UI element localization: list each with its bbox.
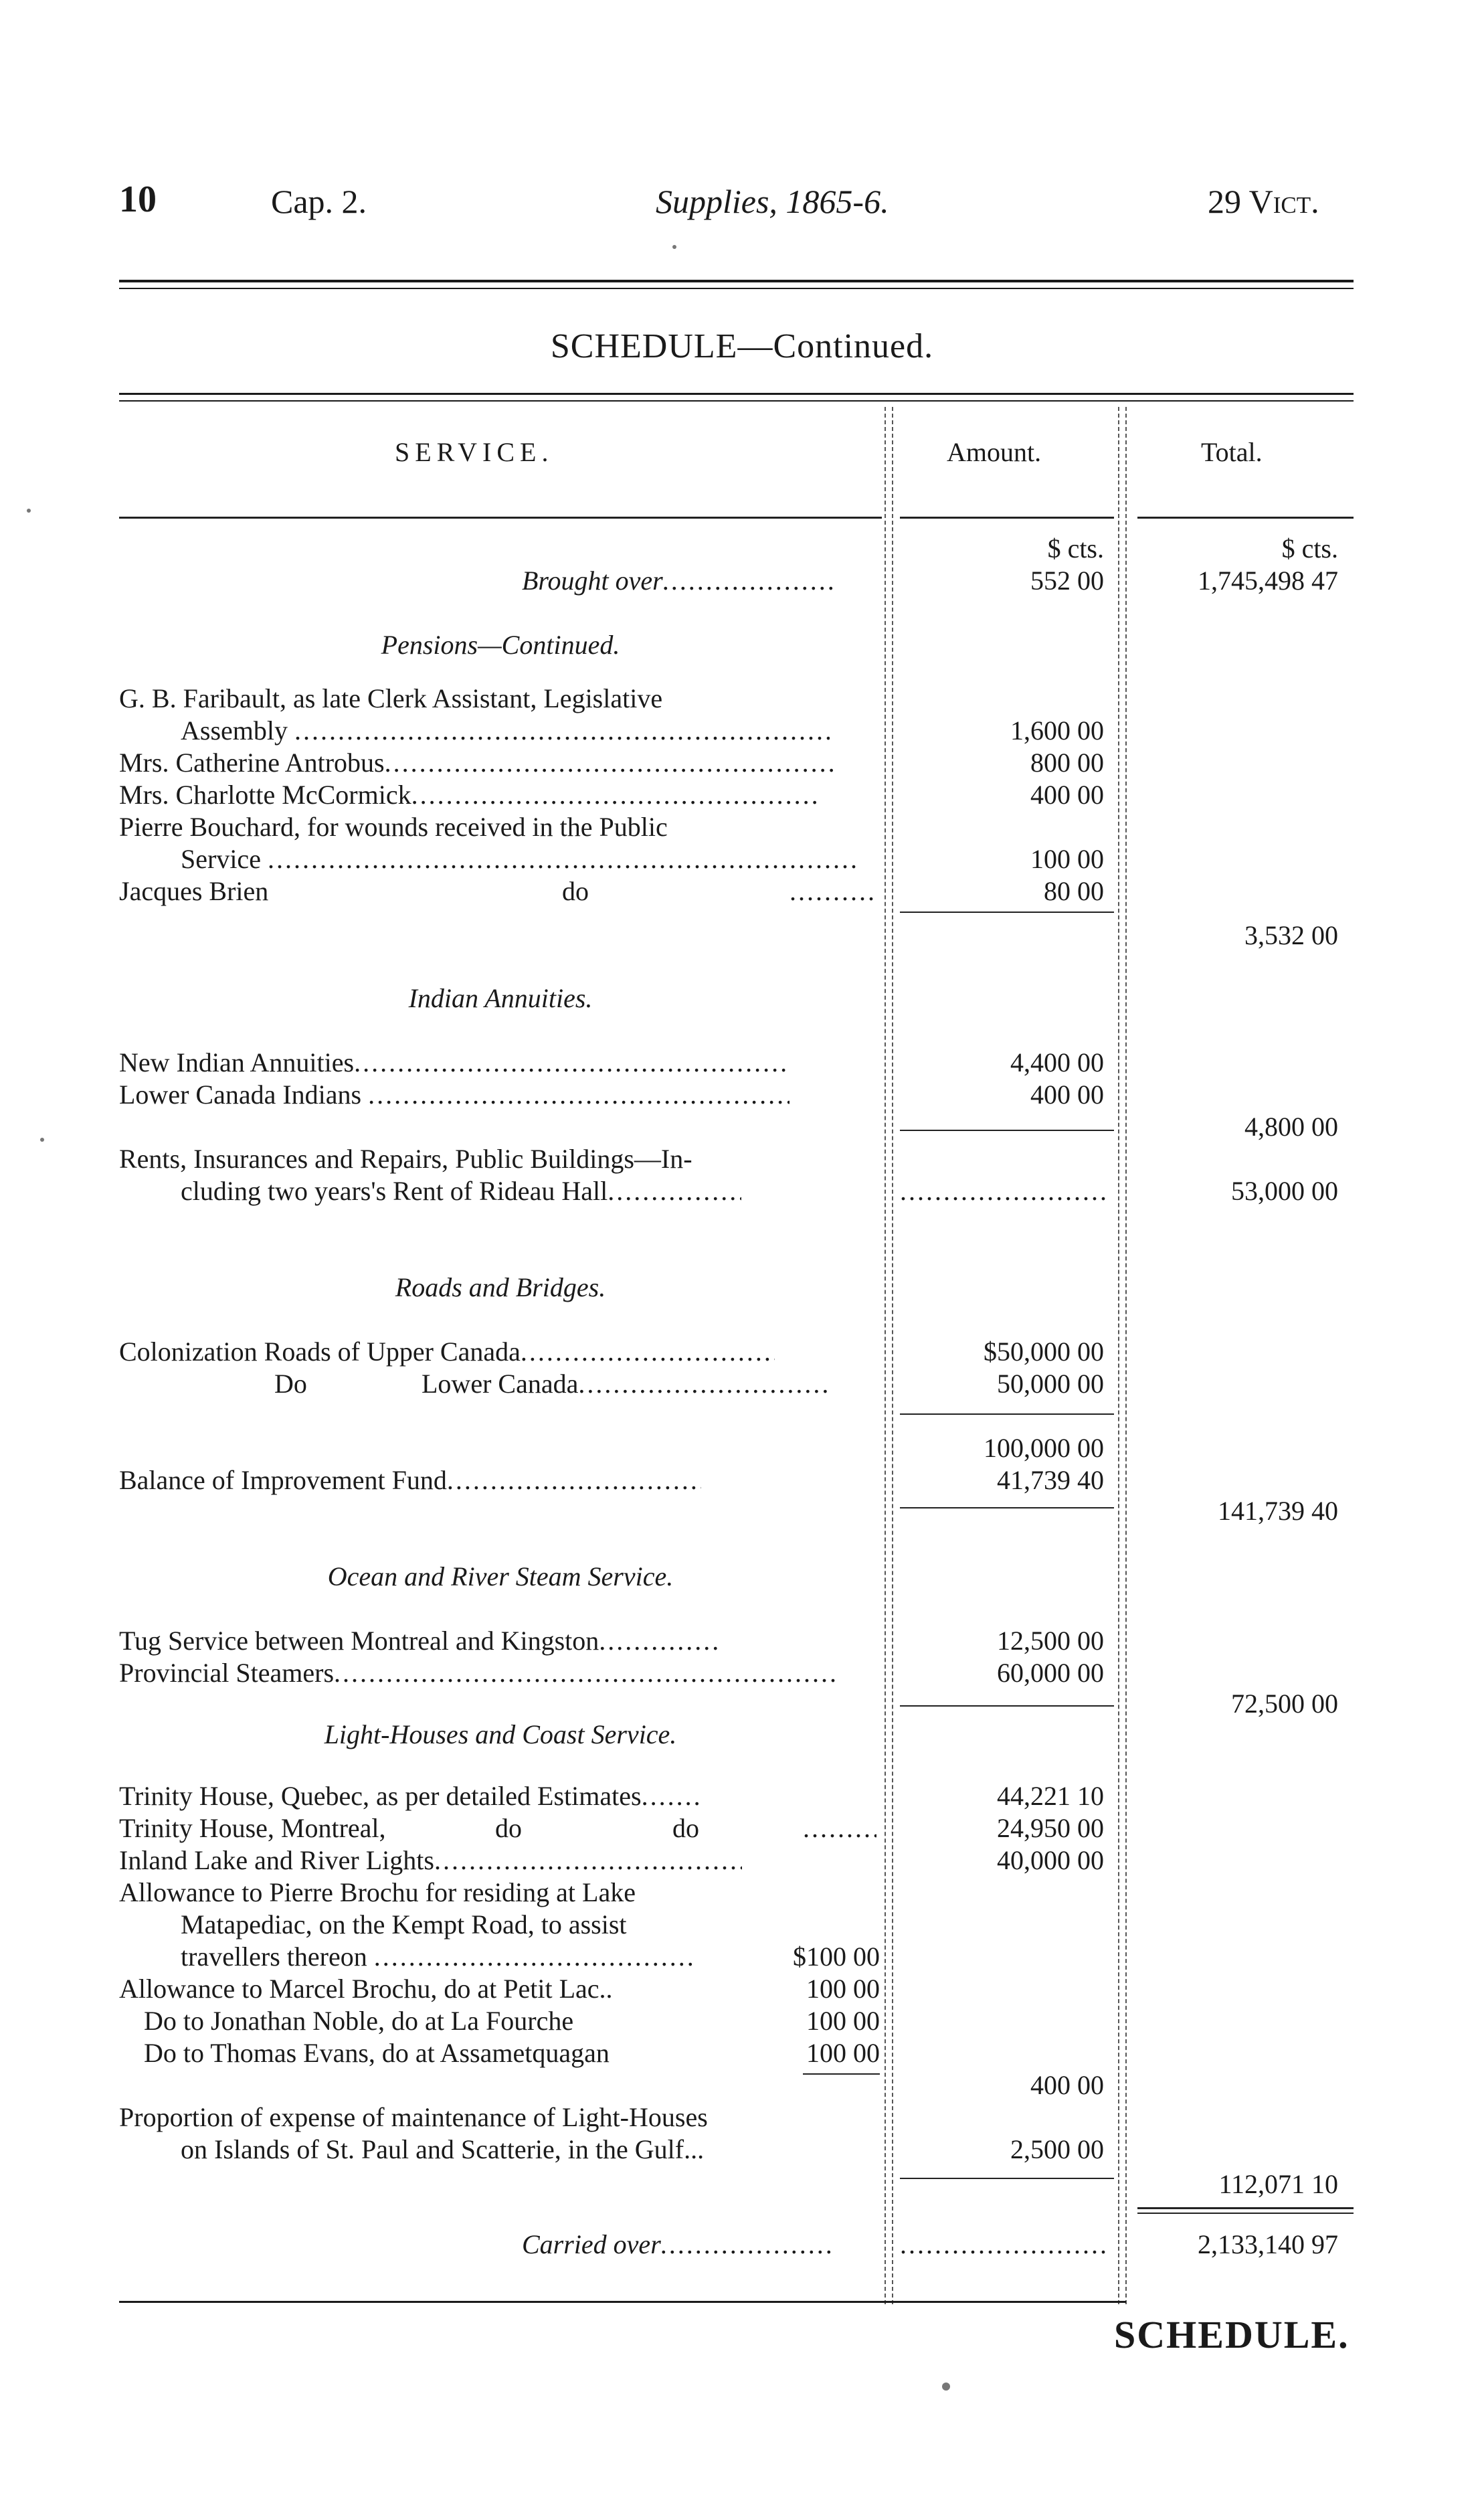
pensions-heading: Pensions—Continued. (381, 630, 620, 660)
header-rule-bottom (119, 288, 1354, 289)
pension-mccormick: Mrs. Charlotte McCormick..... (119, 779, 820, 811)
table-rule-top (119, 393, 1354, 395)
pension-bouchard-line1: Pierre Bouchard, for wounds received in the Public (119, 812, 668, 842)
table-rule-top2 (119, 400, 1354, 402)
roads-subtotal: 100,000 00 (984, 1433, 1104, 1463)
amount-currency: $ cts. (1047, 533, 1104, 564)
allowance-thomas-amount: 100 00 (806, 2038, 880, 2068)
divider-left-b (892, 407, 893, 2304)
carried-over-amount-leader (900, 2229, 1107, 2261)
pension-antrobus-amount: 800 00 (1030, 748, 1104, 778)
provincial-steamers: Provincial Steamers..... (119, 1657, 836, 1689)
allowance-pierre-line3: travellers thereon ..... (181, 1941, 695, 1973)
divider-left-a (885, 407, 886, 2304)
regnal-year: 29 Vict. (1208, 183, 1319, 220)
inland-lights: Inland Lake and River Lights..... (119, 1844, 742, 1877)
total-header-rule (1137, 517, 1354, 519)
rents-line1: Rents, Insurances and Repairs, Public Buildings—In- (119, 1144, 692, 1174)
colonization-roads-lower-do: Do (274, 1369, 307, 1399)
service-header-rule (119, 517, 882, 519)
lower-canada-indians-amount: 400 00 (1030, 1079, 1104, 1110)
improvement-fund-amount: 41,739 40 (997, 1465, 1104, 1495)
header-rule-top (119, 280, 1354, 282)
schedule-title: SCHEDULE—Continued. (550, 327, 934, 365)
pension-mccormick-amount: 400 00 (1030, 780, 1104, 810)
tug-service-amount: 12,500 00 (997, 1626, 1104, 1656)
allowance-jonathan-amount: 100 00 (806, 2006, 880, 2036)
inland-lights-amount: 40,000 00 (997, 1845, 1104, 1875)
pension-faribault-line1: G. B. Faribault, as late Clerk Assistant, Legislative (119, 683, 663, 713)
proportion-line2: on Islands of St. Paul and Scatterie, in the Gulf... (181, 2134, 705, 2164)
brought-over-label: Brought over..... (522, 565, 837, 597)
allowance-pierre-line2: Matapediac, on the Kempt Road, to assist (181, 1909, 627, 1939)
chapter-label: Cap. 2. (271, 183, 367, 220)
pension-brien-leader (790, 875, 876, 907)
pension-brien-amount: 80 00 (1044, 876, 1104, 906)
steam-heading: Ocean and River Steam Service. (327, 1561, 674, 1591)
table-rule-bottom2 (885, 2301, 1126, 2303)
divider-right-b (1125, 407, 1127, 2304)
allowance-marcel-amount: 100 00 (806, 1974, 880, 2004)
brought-over-amount: 552 00 (1030, 566, 1104, 596)
lower-canada-indians: Lower Canada Indians ..... (119, 1079, 790, 1111)
improvement-fund: Balance of Improvement Fund..... (119, 1464, 701, 1496)
table-rule-bottom (119, 2301, 885, 2303)
steam-sum-rule (900, 1705, 1114, 1707)
pension-bouchard-line2: Service ..... (181, 843, 856, 875)
proportion-line1: Proportion of expense of maintenance of Light-Houses (119, 2102, 708, 2132)
rents-amount-leader (900, 1175, 1107, 1207)
pensions-sum-rule (900, 912, 1114, 913)
pension-faribault-amount: 1,600 00 (1010, 715, 1104, 746)
trinity-quebec: Trinity House, Quebec, as per detailed Estimates..... (119, 1780, 702, 1812)
indian-annuities-heading: Indian Annuities. (408, 983, 593, 1013)
trinity-montreal-leader (803, 1812, 876, 1844)
divider-right-a (1118, 407, 1119, 2304)
trinity-montreal-do2: do (672, 1813, 699, 1843)
colonization-roads-upper-amount: $50,000 00 (984, 1336, 1104, 1367)
allowances-sum: 400 00 (1030, 2070, 1104, 2100)
lighthouses-sum-rule (900, 2178, 1114, 2179)
roads-heading: Roads and Bridges. (395, 1272, 606, 1302)
grand-total-rule-b (1137, 2213, 1354, 2214)
column-amount: Amount. (947, 437, 1042, 467)
new-indian-annuities-amount: 4,400 00 (1010, 1047, 1104, 1077)
pension-brien: Jacques Brien (119, 876, 269, 906)
scan-speck (672, 245, 676, 249)
carried-over-label: Carried over..... (522, 2229, 835, 2261)
proportion-amount: 2,500 00 (1010, 2134, 1104, 2164)
colonization-roads-upper: Colonization Roads of Upper Canada..... (119, 1336, 775, 1368)
roads-sum-rule (900, 1507, 1114, 1508)
column-total: Total. (1201, 437, 1263, 467)
rents-line2: cluding two years's Rent of Rideau Hall..... (181, 1175, 741, 1207)
allowance-thomas: Do to Thomas Evans, do at Assametquagan (144, 2038, 610, 2068)
brought-over-total: 1,745,498 47 (1198, 566, 1338, 596)
roads-subtotal-rule (900, 1413, 1114, 1415)
trinity-montreal-do1: do (495, 1813, 522, 1843)
amount-header-rule (900, 517, 1114, 519)
allowances-sum-rule (803, 2073, 880, 2075)
trinity-montreal: Trinity House, Montreal, (119, 1813, 386, 1843)
allowance-pierre-amount: $100 00 (793, 1941, 880, 1972)
trinity-quebec-amount: 44,221 10 (997, 1781, 1104, 1811)
steam-total: 72,500 00 (1231, 1689, 1338, 1719)
scan-speck (40, 1138, 44, 1142)
pensions-total: 3,532 00 (1244, 920, 1338, 950)
scan-speck (942, 2383, 950, 2391)
trinity-montreal-amount: 24,950 00 (997, 1813, 1104, 1843)
catchword: SCHEDULE. (1114, 2313, 1350, 2356)
allowance-marcel: Allowance to Marcel Brochu, do at Petit Lac.. (119, 1974, 613, 2004)
pension-bouchard-amount: 100 00 (1030, 844, 1104, 874)
column-service: SERVICE. (395, 437, 554, 467)
running-title: Supplies, 1865-6. (656, 183, 889, 220)
colonization-roads-lower-amount: 50,000 00 (997, 1369, 1104, 1399)
indian-sum-rule (900, 1130, 1114, 1131)
allowance-jonathan: Do to Jonathan Noble, do at La Fourche (144, 2006, 574, 2036)
pension-antrobus: Mrs. Catherine Antrobus..... (119, 747, 833, 779)
total-currency: $ cts. (1281, 533, 1338, 564)
lighthouses-total: 112,071 10 (1218, 2169, 1338, 2199)
indian-annuities-total: 4,800 00 (1244, 1112, 1338, 1142)
pension-faribault-line2: Assembly ..... (181, 715, 830, 747)
roads-total: 141,739 40 (1218, 1496, 1338, 1526)
pension-brien-ditto: do (562, 876, 589, 906)
rents-total: 53,000 00 (1231, 1176, 1338, 1206)
scan-speck (27, 509, 31, 513)
carried-over-total: 2,133,140 97 (1198, 2229, 1338, 2259)
colonization-roads-lower: Lower Canada..... (422, 1368, 832, 1400)
grand-total-rule-a (1137, 2207, 1354, 2209)
tug-service: Tug Service between Montreal and Kingston..... (119, 1625, 719, 1657)
provincial-steamers-amount: 60,000 00 (997, 1658, 1104, 1688)
page-number: 10 (119, 179, 157, 220)
lighthouses-heading: Light-Houses and Coast Service. (324, 1719, 677, 1749)
new-indian-annuities: New Indian Annuities..... (119, 1047, 789, 1079)
allowance-pierre-line1: Allowance to Pierre Brochu for residing at Lake (119, 1877, 636, 1907)
